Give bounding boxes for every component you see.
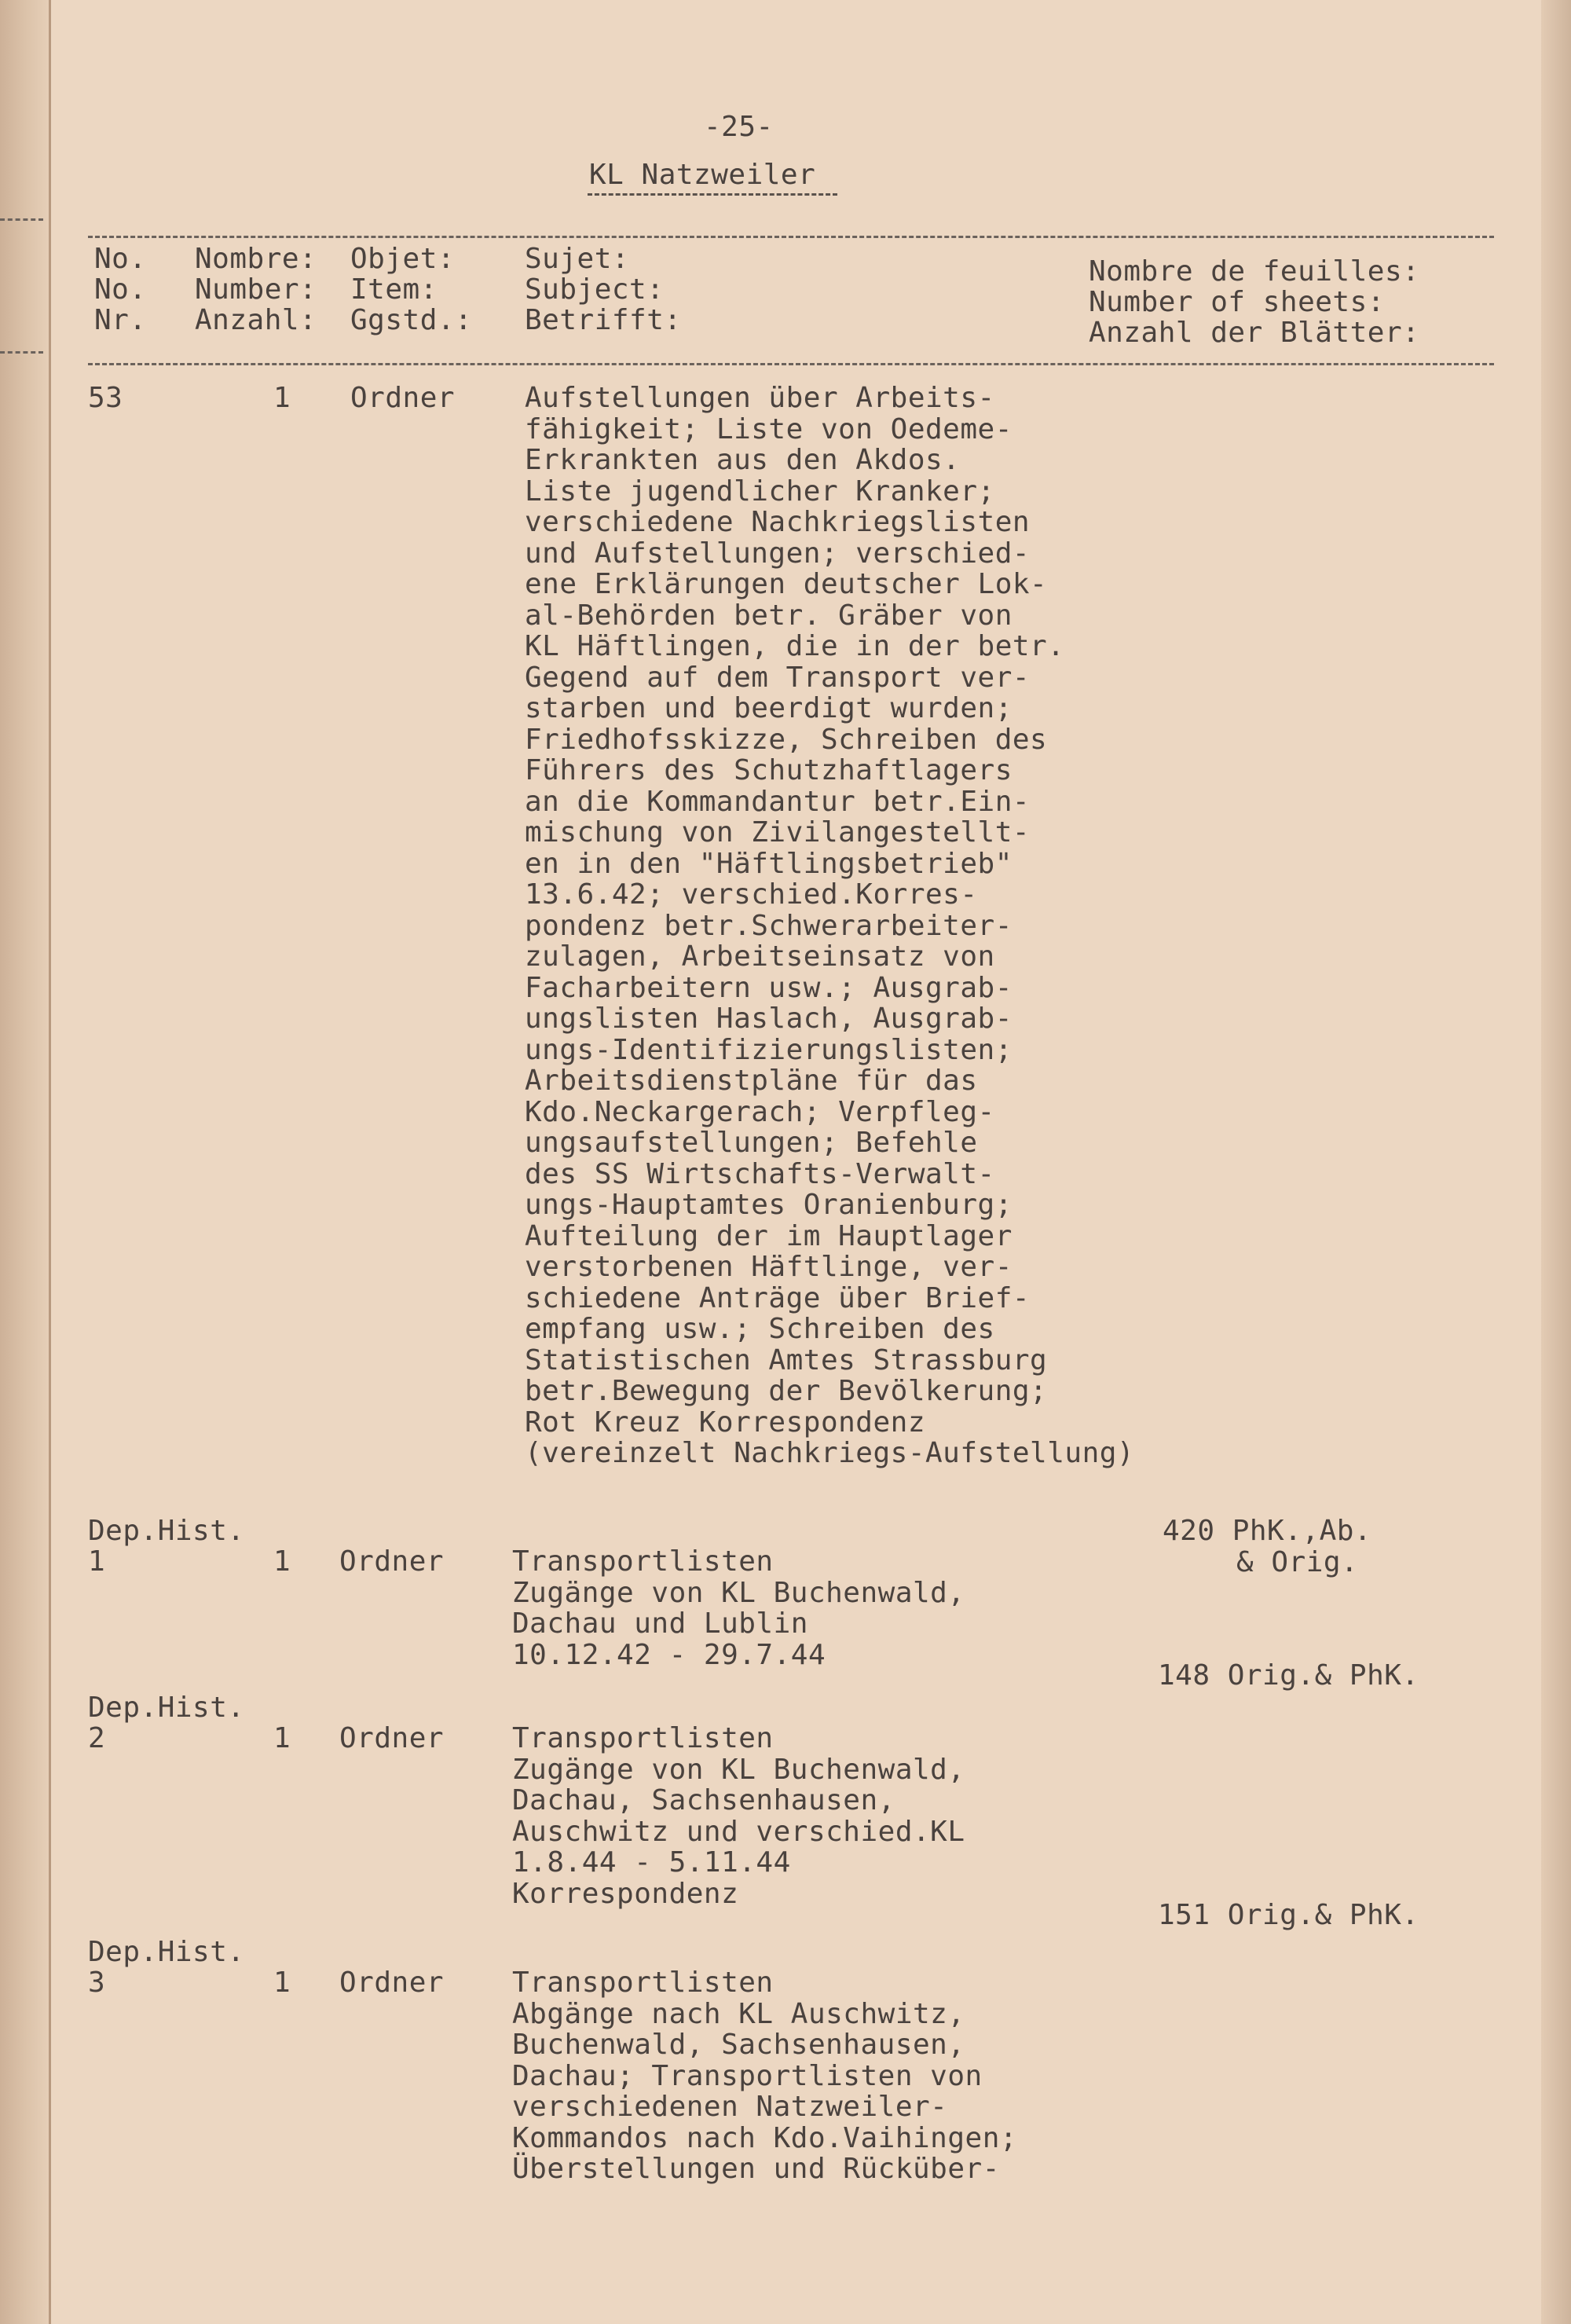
header-count-de: Anzahl: [195, 304, 317, 336]
header-count-fr: Nombre: [195, 243, 317, 275]
entry-subject-line: Gegend auf dem Transport ver- [525, 661, 1031, 694]
entry-subject-line: pondenz betr.Schwerarbeiter- [525, 909, 1013, 942]
entry-subject-line: Liste jugendlicher Kranker; [525, 475, 995, 508]
header-no-fr: No. [94, 243, 147, 275]
entry-subject-line: Auschwitz und verschied.KL [512, 1815, 965, 1848]
entry-subject-line: Kommandos nach Kdo.Vaihingen; [512, 2121, 1018, 2154]
entry-subject-line: zulagen, Arbeitseinsatz von [525, 940, 995, 973]
entry-count: 1 [273, 1545, 291, 1578]
entry-subject-line: Aufstellungen über Arbeits- [525, 382, 995, 414]
entry-sheets: 148 Orig.& PhK. [1158, 1659, 1419, 1692]
entry-count: 1 [273, 1967, 291, 1999]
header-item-fr: Objet: [350, 243, 456, 275]
entry-count: 1 [273, 382, 291, 414]
header-sheets-de: Anzahl der Blätter: [1089, 317, 1420, 349]
header-sheets-fr: Nombre de feuilles: [1089, 255, 1420, 288]
entry-dep-label: Dep.Hist. [88, 1936, 245, 1968]
entry-dep-label: Dep.Hist. [88, 1692, 245, 1724]
entry-subject-line: Überstellungen und Rücküber- [512, 2153, 1000, 2185]
entry-subject-line: Korrespondenz [512, 1877, 739, 1910]
entry-subject-line: ungsaufstellungen; Befehle [525, 1127, 978, 1159]
entry-subject-line: ungs-Hauptamtes Oranienburg; [525, 1189, 1013, 1221]
margin-rule-bottom [0, 351, 43, 354]
entry-subject-line: Facharbeitern usw.; Ausgrab- [525, 971, 1013, 1004]
entry-number: 53 [88, 382, 123, 414]
entry-subject-line: Dachau, Sachsenhausen, [512, 1784, 895, 1816]
title-underline [588, 193, 837, 196]
entry-subject-line: Friedhofsskizze, Schreiben des [525, 723, 1048, 756]
entry-subject-line: Transportlisten [512, 1722, 774, 1754]
entry-subject-line: Buchenwald, Sachsenhausen, [512, 2029, 965, 2061]
header-subject-de: Betrifft: [525, 304, 682, 336]
header-no-de: Nr. [94, 304, 147, 336]
header-item-de: Ggstd.: [350, 304, 473, 336]
margin-rule-top [0, 218, 43, 221]
entry-subject-line: 13.6.42; verschied.Korres- [525, 878, 978, 911]
entry-item: Ordner [339, 1545, 445, 1578]
entry-subject-line: Zugänge von KL Buchenwald, [512, 1576, 965, 1609]
entry-subject-line: Transportlisten [512, 1967, 774, 1999]
entry-subject-line: Dachau; Transportlisten von [512, 2059, 983, 2092]
entry-subject-line: Arbeitsdienstpläne für das [525, 1065, 978, 1097]
header-sheets-en: Number of sheets: [1089, 286, 1385, 318]
entry-subject-line: ungslisten Haslach, Ausgrab- [525, 1003, 1013, 1035]
entry-dep-label: Dep.Hist. [88, 1515, 245, 1547]
header-no-en: No. [94, 273, 147, 306]
page-number: -25- [704, 111, 774, 143]
entry-subject-line: (vereinzelt Nachkriegs-Aufstellung) [525, 1437, 1135, 1469]
header-rule-top [88, 236, 1494, 238]
entry-sheets: 420 PhK.,Ab. [1163, 1515, 1372, 1547]
entry-subject-line: verschiedenen Natzweiler- [512, 2091, 948, 2123]
entry-subject-line: Abgänge nach KL Auschwitz, [512, 1997, 965, 2030]
entry-subject-line: mischung von Zivilangestellt- [525, 816, 1031, 849]
header-rule-bottom [88, 363, 1494, 365]
entry-subject-line: Dachau und Lublin [512, 1607, 808, 1640]
entry-subject-line: 10.12.42 - 29.7.44 [512, 1638, 826, 1671]
entry-subject-line: KL Häftlingen, die in der betr. [525, 630, 1065, 662]
entry-subject-line: schiedene Anträge über Brief- [525, 1281, 1031, 1314]
document-title: KL Natzweiler [589, 159, 816, 191]
entry-number: 3 [88, 1967, 106, 1999]
right-page-edge [1541, 0, 1571, 2324]
entry-subject-line: verschiedene Nachkriegslisten [525, 506, 1031, 538]
entry-item: Ordner [350, 382, 456, 414]
entry-item: Ordner [339, 1722, 445, 1754]
entry-subject-line: Rot Kreuz Korrespondenz [525, 1406, 925, 1439]
entry-number: 2 [88, 1722, 106, 1754]
entry-subject-line: empfang usw.; Schreiben des [525, 1313, 995, 1345]
entry-subject-line: Führers des Schutzhaftlagers [525, 754, 1013, 786]
binding-edge [0, 0, 51, 2324]
entry-subject-line: Transportlisten [512, 1545, 774, 1578]
entry-subject-line: Aufteilung der im Hauptlager [525, 1219, 1013, 1252]
entry-subject-line: Kdo.Neckargerach; Verpfleg- [525, 1095, 995, 1128]
entry-subject-line: an die Kommandantur betr.Ein- [525, 785, 1031, 818]
entry-subject-line: ungs-Identifizierungslisten; [525, 1033, 1013, 1066]
entry-subject-line: des SS Wirtschafts-Verwalt- [525, 1157, 995, 1190]
entry-number: 1 [88, 1545, 106, 1578]
entry-subject-line: verstorbenen Häftlinge, ver- [525, 1251, 1013, 1283]
entry-sheets: & Orig. [1236, 1545, 1359, 1578]
entry-item: Ordner [339, 1967, 445, 1999]
entry-count: 1 [273, 1722, 291, 1754]
entry-subject-line: en in den "Häftlingsbetrieb" [525, 847, 1013, 880]
entry-subject-line: Erkrankten aus den Akdos. [525, 444, 961, 476]
entry-subject-line: ene Erklärungen deutscher Lok- [525, 568, 1048, 600]
entry-subject-line: betr.Bewegung der Bevölkerung; [525, 1375, 1048, 1407]
header-subject-fr: Sujet: [525, 243, 630, 275]
header-subject-en: Subject: [525, 273, 665, 306]
entry-subject-line: al-Behörden betr. Gräber von [525, 599, 1013, 632]
entry-sheets: 151 Orig.& PhK. [1158, 1899, 1419, 1931]
entry-subject-line: Zugänge von KL Buchenwald, [512, 1753, 965, 1786]
header-count-en: Number: [195, 273, 317, 306]
entry-subject-line: 1.8.44 - 5.11.44 [512, 1846, 791, 1879]
entry-subject-line: und Aufstellungen; verschied- [525, 537, 1031, 570]
header-item-en: Item: [350, 273, 438, 306]
entry-subject-line: starben und beerdigt wurden; [525, 692, 1013, 724]
entry-subject-line: fähigkeit; Liste von Oedeme- [525, 412, 1013, 445]
entry-subject-line: Statistischen Amtes Strassburg [525, 1343, 1048, 1376]
